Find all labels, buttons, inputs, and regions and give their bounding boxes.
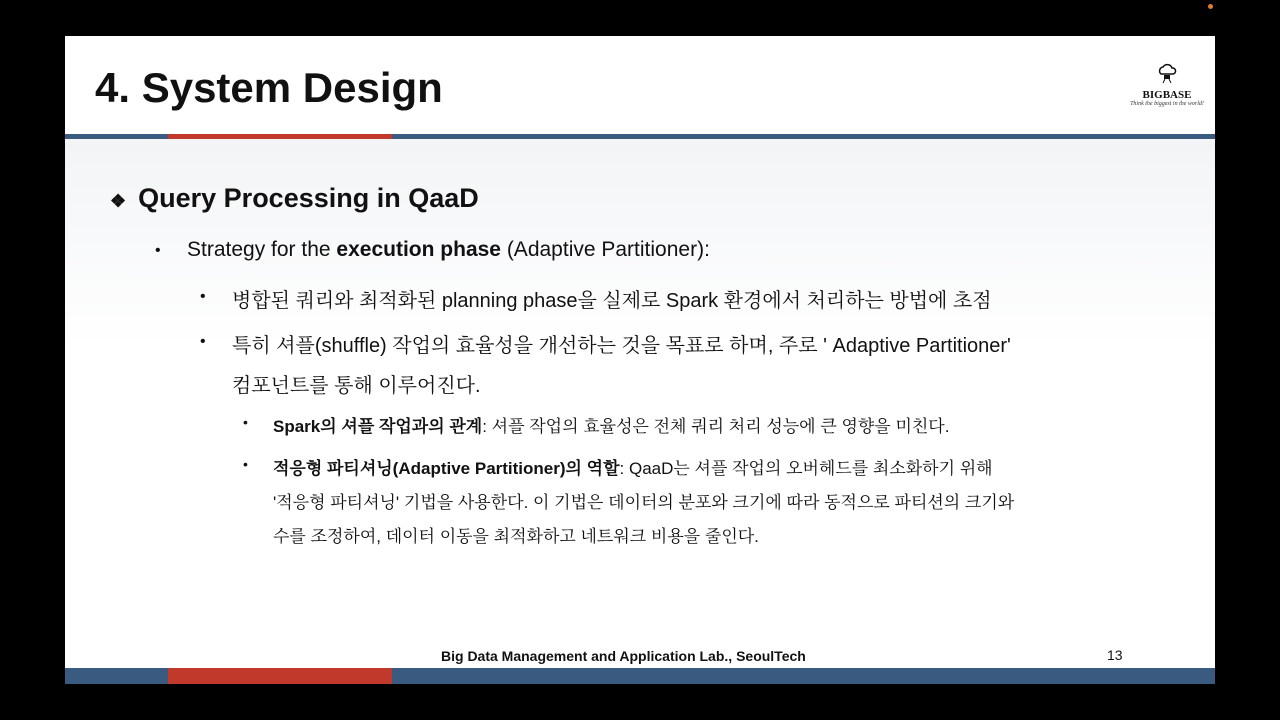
point-2: 특히 셔플(shuffle) 작업의 효율성을 개선하는 것을 목표로 하며, 주로 ' Adaptive Partitioner'	[232, 335, 1011, 357]
diamond-bullet-icon: ❖	[110, 191, 127, 211]
slide-title: 4. System Design	[95, 64, 443, 111]
text: : 셔플 작업의 효율성은 전체 쿼리 처리 성능에 큰 영향을 미친다.	[482, 417, 950, 436]
cloud-robot-icon	[1156, 62, 1178, 84]
logo-tagline: Think the biggest in the world!	[1130, 101, 1204, 107]
footer-text: Big Data Management and Application Lab., SeoulTech	[441, 648, 806, 664]
text: (Adaptive Partitioner):	[500, 238, 710, 261]
subpoint-1	[273, 412, 949, 437]
bold-text: 적응형 파티셔닝(Adaptive Partitioner)의 역할	[273, 459, 620, 478]
strategy-line	[187, 238, 710, 262]
text: : QaaD는 셔플 작업의 오버헤드를 최소화하기 위해	[619, 459, 993, 478]
heading-text: Query Processing in QaaD	[138, 183, 479, 213]
bullet-icon: •	[243, 456, 248, 472]
bold-text: Spark의 셔플 작업과의 관계	[273, 417, 483, 436]
title-bar	[65, 36, 1215, 134]
bullet-icon: •	[200, 333, 206, 350]
bold-text: execution phase	[336, 238, 501, 261]
logo-name: BIGBASE	[1142, 89, 1192, 101]
page-number: 13	[1107, 647, 1123, 663]
point-1: 병합된 쿼리와 최적화된 planning phase을 실제로 Spark 환경에서 처리하는 방법에 초점	[232, 290, 992, 312]
subpoint-2	[273, 454, 993, 479]
bigbase-logo	[1127, 62, 1207, 107]
point-2-cont: 컴포넌트를 통해 이루어진다.	[232, 375, 481, 397]
bullet-icon: •	[200, 288, 206, 305]
bullet-icon: •	[243, 414, 248, 430]
section-heading	[110, 183, 479, 214]
slide	[65, 36, 1215, 684]
bullet-icon: •	[155, 242, 161, 259]
subpoint-2-line3: 수를 조정하여, 데이터 이동을 최적화하고 네트워크 비용을 줄인다.	[273, 527, 759, 546]
footer-rule	[65, 668, 1215, 684]
subpoint-2-line2: '적응형 파티셔닝' 기법을 사용한다. 이 기법은 데이터의 분포와 크기에 따라 동적으로 파티션의 크기와	[273, 493, 1015, 512]
slide-body	[65, 139, 1215, 664]
text: Strategy for the	[187, 238, 337, 261]
recording-indicator-dot	[1208, 4, 1213, 9]
